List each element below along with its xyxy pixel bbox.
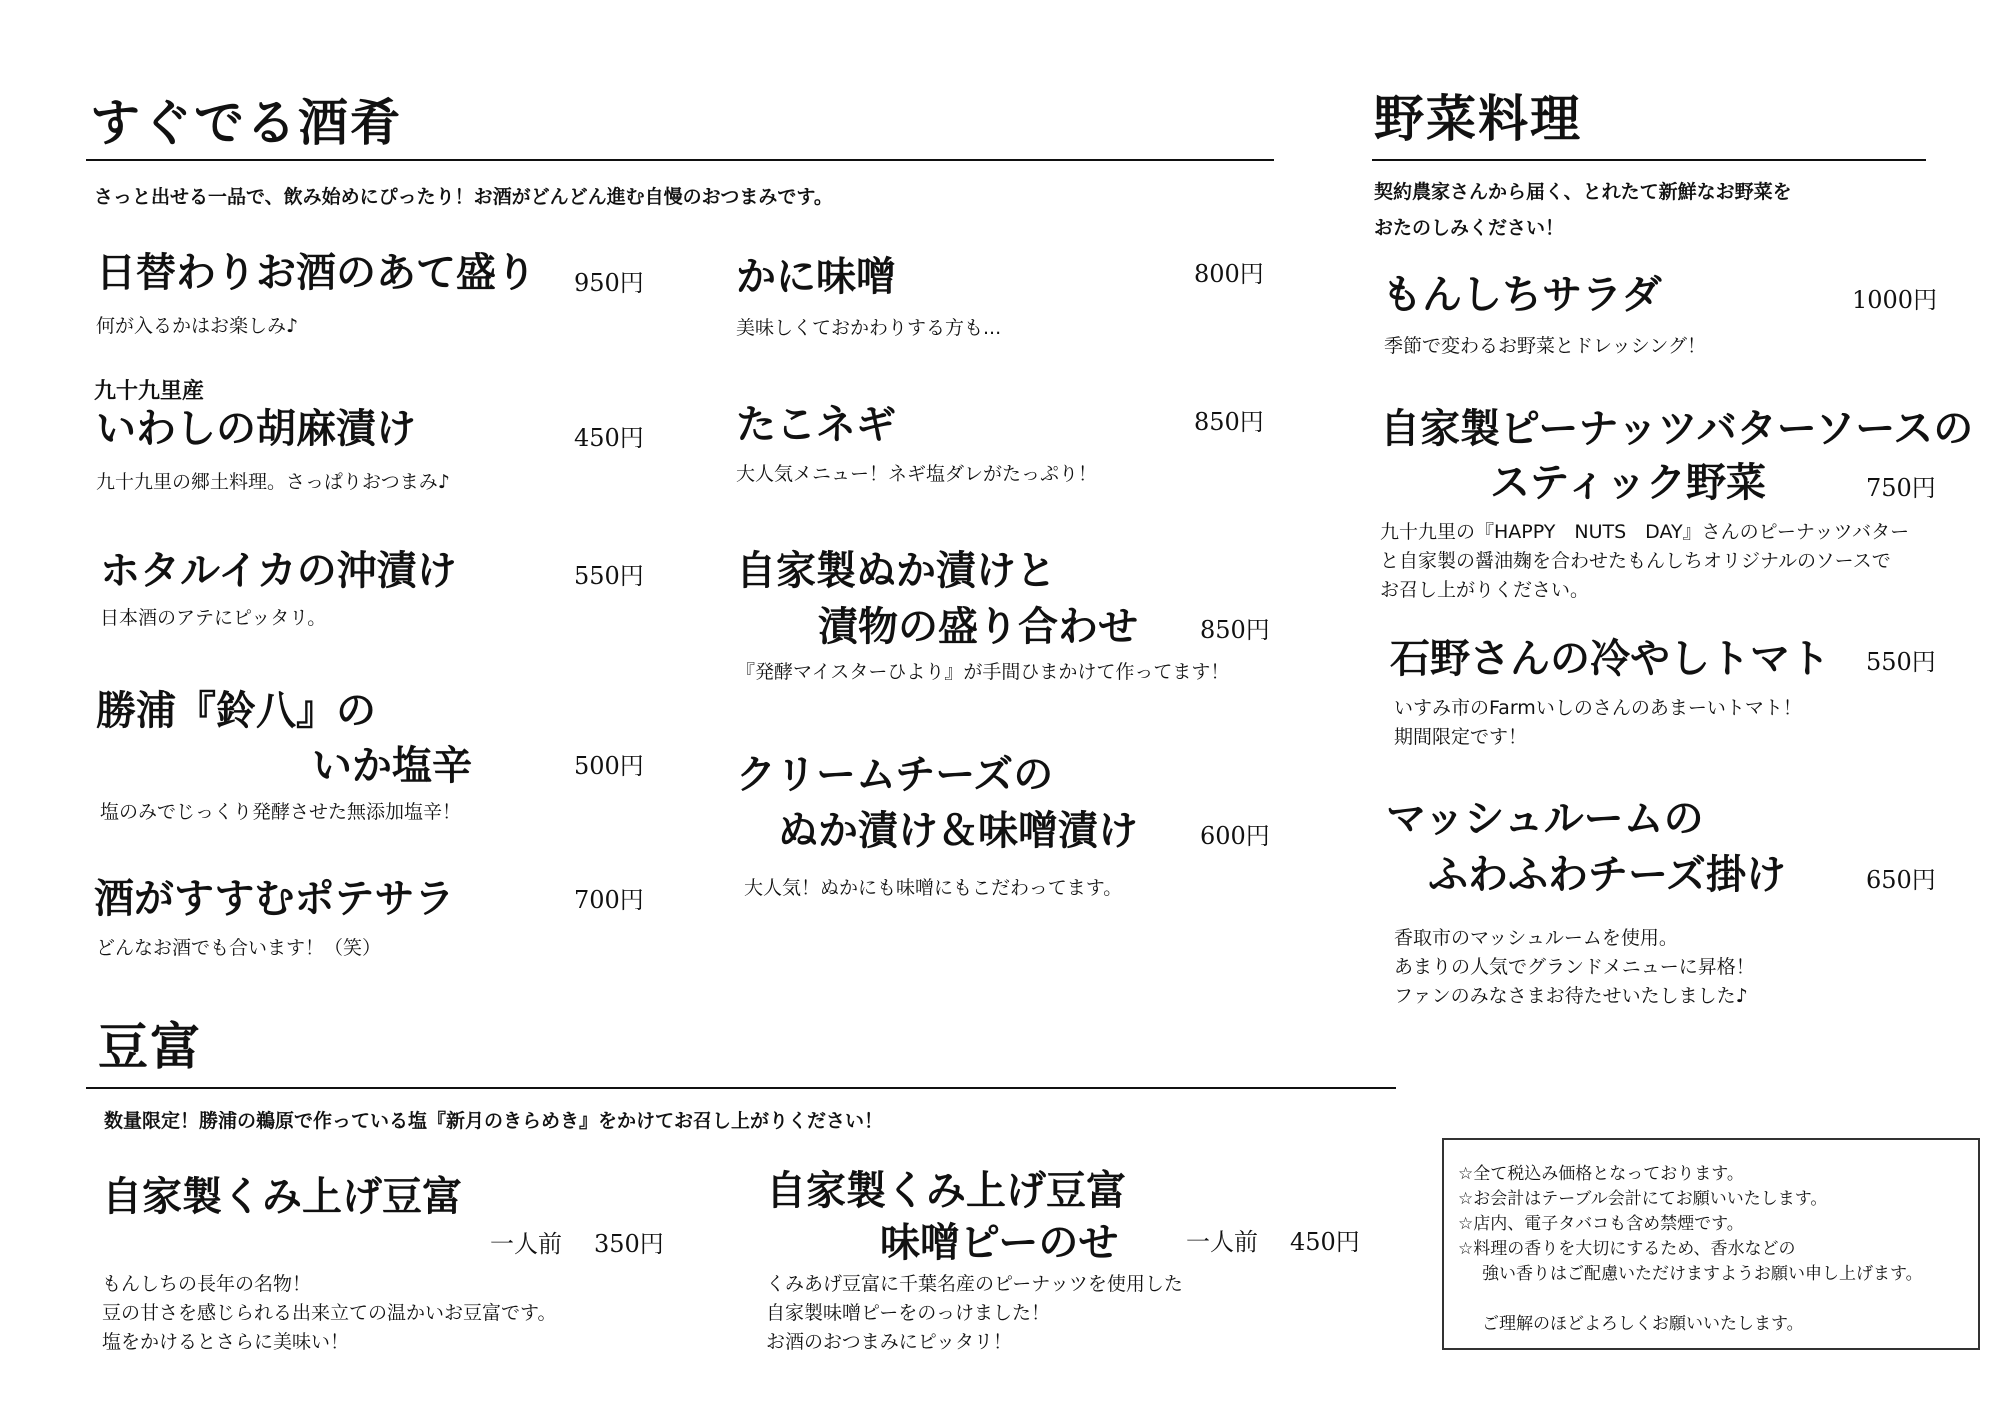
item-description: 塩をかけるとさらに美味い！ [102, 1331, 350, 1353]
item-price: 550円 [1866, 648, 1936, 676]
section-title-vegetables: 野菜料理 [1374, 90, 1582, 148]
item-price: 450円 [574, 424, 644, 452]
item-portion: 一人前 [1186, 1228, 1258, 1256]
section-divider [86, 1087, 1396, 1089]
item-description: 香取市のマッシュルームを使用。 [1394, 927, 1678, 949]
item-price: 750円 [1866, 474, 1936, 502]
notice-spacer [1458, 1287, 1968, 1312]
item-name: かに味噌 [736, 253, 896, 300]
item-name: ホタルイカの沖漬け [100, 547, 457, 594]
item-price: 800円 [1194, 260, 1264, 288]
item-name: 勝浦『鈴八』の [96, 687, 376, 734]
item-name-line2: 漬物の盛り合わせ [818, 603, 1138, 650]
item-description: 九十九里の『HAPPY NUTS DAY』さんのピーナッツバター [1380, 521, 1910, 543]
section-intro: さっと出せる一品で、飲み始めにぴったり！お酒がどんどん進む自慢のおつまみです。 [94, 186, 833, 208]
item-description: と自家製の醤油麹を合わせたもんしちオリジナルのソースで [1380, 550, 1891, 572]
item-description: 豆の甘さを感じられる出来立ての温かいお豆富です。 [102, 1302, 557, 1324]
item-name: 自家製ぬか漬けと [736, 547, 1056, 594]
item-name-line2: いか塩辛 [312, 742, 472, 789]
item-description: 季節で変わるお野菜とドレッシング！ [1384, 335, 1706, 357]
section-intro: 数量限定！勝浦の鵜原で作っている塩『新月のきらめき』をかけてお召し上がりください！ [104, 1110, 884, 1132]
section-title-tofu: 豆富 [98, 1018, 202, 1076]
item-price: 450円 [1290, 1228, 1360, 1256]
item-name: 石野さんの冷やしトマト [1390, 635, 1830, 682]
section-intro: 契約農家さんから届く、とれたて新鮮なお野菜を [1374, 181, 1792, 203]
item-price: 1000円 [1852, 286, 1938, 314]
item-price: 950円 [574, 269, 644, 297]
item-name: もんしちサラダ [1382, 271, 1662, 318]
item-price: 700円 [574, 886, 644, 914]
notice-line: ☆料理の香りを大切にするため、香水などの [1458, 1239, 1796, 1259]
item-price: 650円 [1866, 866, 1936, 894]
item-description: ファンのみなさまお待たせいたしました♪ [1394, 985, 1748, 1007]
item-name: クリームチーズの [736, 751, 1054, 798]
item-name: 日替わりお酒のあて盛り [96, 249, 536, 296]
notice-line: 強い香りはご配慮いただけますようお願い申し上げます。 [1482, 1264, 1923, 1284]
item-description: もんしちの長年の名物！ [102, 1273, 312, 1295]
item-name: 自家製くみ上げ豆富 [102, 1173, 462, 1220]
item-price: 500円 [574, 752, 644, 780]
item-name-line2: ぬか漬け＆味噌漬け [778, 807, 1138, 854]
section-divider [86, 159, 1274, 161]
item-origin: 九十九里産 [94, 378, 205, 404]
item-description: くみあげ豆富に千葉名産のピーナッツを使用した [766, 1273, 1183, 1295]
item-price: 850円 [1194, 408, 1264, 436]
item-name-line2: スティック野菜 [1490, 459, 1766, 506]
item-description: お召し上がりください。 [1380, 579, 1590, 601]
notice-line: ☆全て税込み価格となっております。 [1458, 1164, 1744, 1184]
notice-line: ご理解のほどよろしくお願いいたします。 [1482, 1314, 1804, 1334]
item-description: 期間限定です！ [1394, 726, 1528, 748]
notice-box [1442, 1138, 1980, 1350]
notice-line: ☆店内、電子タバコも含め禁煙です。 [1458, 1214, 1744, 1234]
section-title-sake: すぐでる酒肴 [90, 94, 402, 152]
item-name: マッシュルームの [1386, 795, 1704, 842]
item-name: 酒がすすむポテサラ [94, 875, 455, 922]
item-name: いわしの胡麻漬け [96, 405, 416, 452]
item-price: 350円 [594, 1230, 664, 1258]
item-description: どんなお酒でも合います！（笑） [96, 937, 382, 959]
item-price: 600円 [1200, 822, 1270, 850]
item-description: 大人気！ぬかにも味噌にもこだわってます。 [744, 877, 1123, 899]
item-price: 550円 [574, 562, 644, 590]
item-description: いすみ市のFarmいしのさんのあまーいトマト！ [1394, 697, 1802, 719]
item-price: 850円 [1200, 616, 1270, 644]
item-description: 日本酒のアテにピッタリ。 [100, 607, 327, 629]
item-name: たこネギ [736, 401, 896, 448]
item-description: あまりの人気でグランドメニューに昇格！ [1394, 956, 1755, 978]
item-description: 大人気メニュー！ネギ塩ダレがたっぷり！ [736, 463, 1098, 485]
notice-line: ☆お会計はテーブル会計にてお願いいたします。 [1458, 1189, 1828, 1209]
item-name: 自家製ピーナッツバターソースの [1380, 405, 1974, 452]
item-name: 自家製くみ上げ豆富 [766, 1167, 1126, 1214]
item-description: 何が入るかはお楽しみ♪ [96, 315, 299, 337]
item-description: 自家製味噌ピーをのっけました！ [766, 1302, 1051, 1324]
item-description: 美味しくておかわりする方も... [736, 317, 1002, 339]
item-portion: 一人前 [490, 1230, 562, 1258]
section-divider [1372, 159, 1926, 161]
item-description: お酒のおつまみにピッタリ！ [766, 1331, 1013, 1353]
item-description: 塩のみでじっくり発酵させた無添加塩辛！ [100, 801, 462, 823]
item-name-line2: ふわふわチーズ掛け [1428, 851, 1786, 898]
item-description: 『発酵マイスターひより』が手間ひまかけて作ってます！ [736, 661, 1230, 683]
section-intro-line2: おたのしみください！ [1374, 217, 1565, 239]
item-description: 九十九里の郷土料理。さっぱりおつまみ♪ [96, 471, 450, 493]
item-name-line2: 味噌ピーのせ [880, 1219, 1119, 1266]
